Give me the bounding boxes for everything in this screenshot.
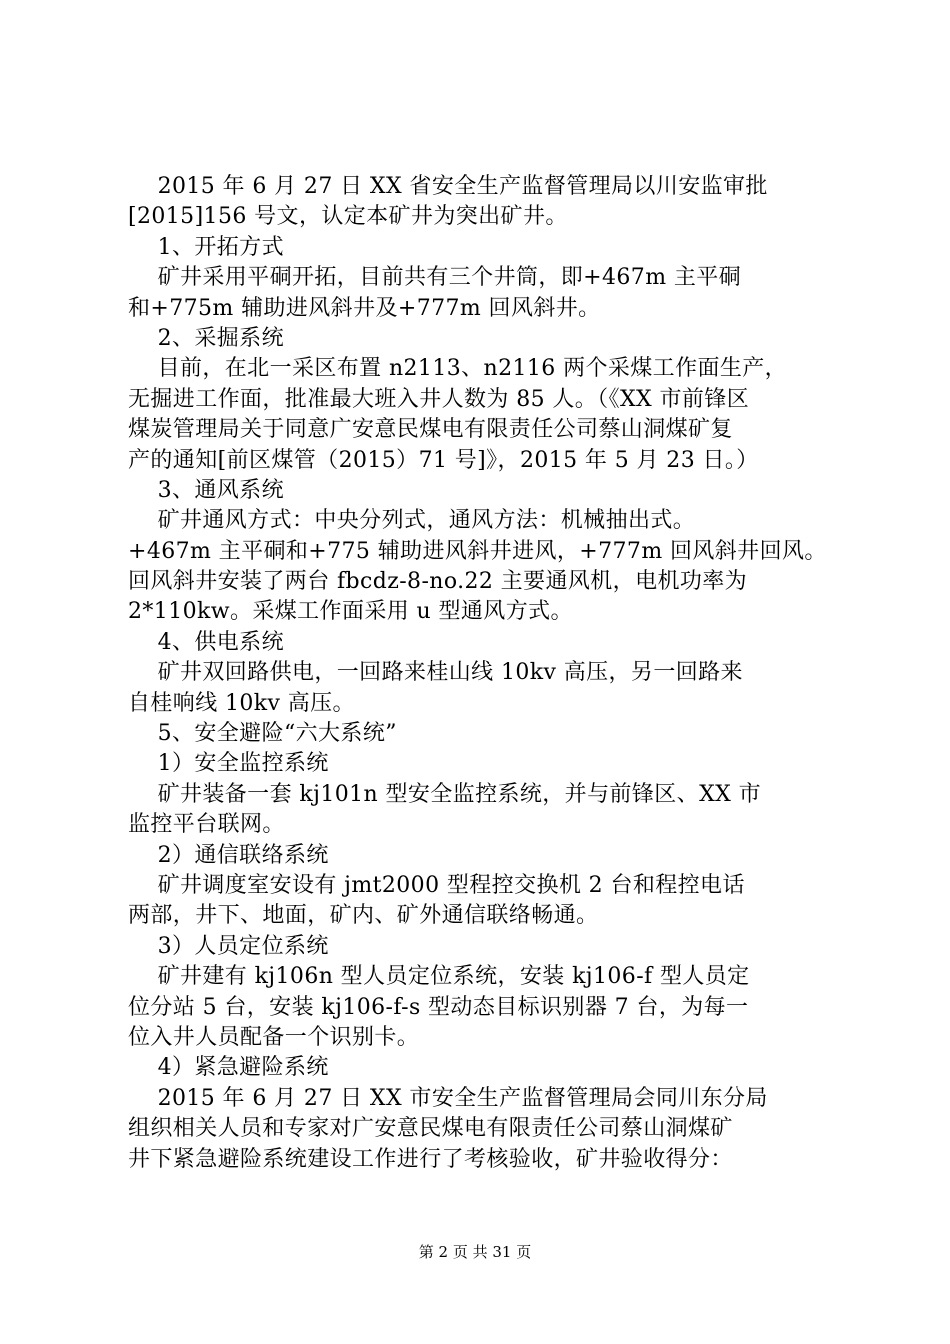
text-line: 目前，在北一采区布置 n2113、n2116 两个采煤工作面生产， (128, 356, 788, 382)
text-line: 矿井调度室安设有 jmt2000 型程控交换机 2 台和程控电话 (128, 872, 745, 898)
text-line: 两部，井下、地面，矿内、矿外通信联络畅通。 (128, 903, 599, 929)
text-line: 产的通知[前区煤管（2015）71 号]》，2015 年 5 月 23 日。） (128, 447, 759, 473)
text-line: +467m 主平硐和+775 辅助进风斜井进风，+777m 回风斜井回风。 (128, 538, 827, 564)
text-line: 监控平台联网。 (128, 812, 285, 838)
text-line: 位分站 5 台，安装 kj106-f-s 型动态目标识别器 7 台，为每一 (128, 994, 749, 1020)
section-heading: 2、采掘系统 (128, 325, 284, 351)
section-heading: 3、通风系统 (128, 477, 284, 503)
document-body (128, 172, 836, 1175)
text-line: 组织相关人员和专家对广安意民煤电有限责任公司蔡山洞煤矿 (128, 1116, 733, 1142)
text-line: 煤炭管理局关于同意广安意民煤电有限责任公司蔡山洞煤矿复 (128, 417, 733, 443)
subsection-heading: 2）通信联络系统 (128, 842, 329, 868)
text-line: 位入井人员配备一个识别卡。 (128, 1024, 420, 1050)
subsection-heading: 4）紧急避险系统 (128, 1055, 329, 1081)
text-line: 回风斜井安装了两台 fbcdz-8-no.22 主要通风机，电机功率为 (128, 569, 748, 595)
text-line: 自桂响线 10kv 高压。 (128, 690, 355, 716)
section-heading: 1、开拓方式 (128, 234, 284, 260)
text-line: 矿井双回路供电，一回路来桂山线 10kv 高压，另一回路来 (128, 660, 743, 686)
page-footer: 第 2 页 共 31 页 (418, 1243, 532, 1261)
subsection-heading: 1）安全监控系统 (128, 751, 329, 777)
text-line: [2015]156 号文，认定本矿井为突出矿井。 (128, 204, 568, 230)
text-line: 矿井通风方式：中央分列式，通风方法：机械抽出式。 (128, 508, 696, 534)
section-heading: 5、安全避险“六大系统” (128, 721, 397, 747)
text-line: 2015 年 6 月 27 日 XX 省安全生产监督管理局以川安监审批 (128, 174, 768, 199)
text-line: 和+775m 辅助进风斜井及+777m 回风斜井。 (128, 295, 601, 321)
text-line: 井下紧急避险系统建设工作进行了考核验收，矿井验收得分： (128, 1146, 733, 1172)
text-line: 矿井建有 kj106n 型人员定位系统，安装 kj106-f 型人员定 (128, 964, 750, 990)
text-line: 无掘进工作面，批准最大班入井人数为 85 人。（《XX 市前锋区 (128, 386, 750, 412)
text-line: 矿井采用平硐开拓，目前共有三个井筒，即+467m 主平硐 (128, 265, 742, 291)
text-line: 矿井装备一套 kj101n 型安全监控系统，并与前锋区、XX 市 (128, 781, 761, 807)
text-line: 2*110kw。采煤工作面采用 u 型通风方式。 (128, 599, 573, 625)
text-line: 2015 年 6 月 27 日 XX 市安全生产监督管理局会同川东分局 (128, 1085, 768, 1111)
subsection-heading: 3）人员定位系统 (128, 933, 329, 959)
section-heading: 4、供电系统 (128, 629, 284, 655)
